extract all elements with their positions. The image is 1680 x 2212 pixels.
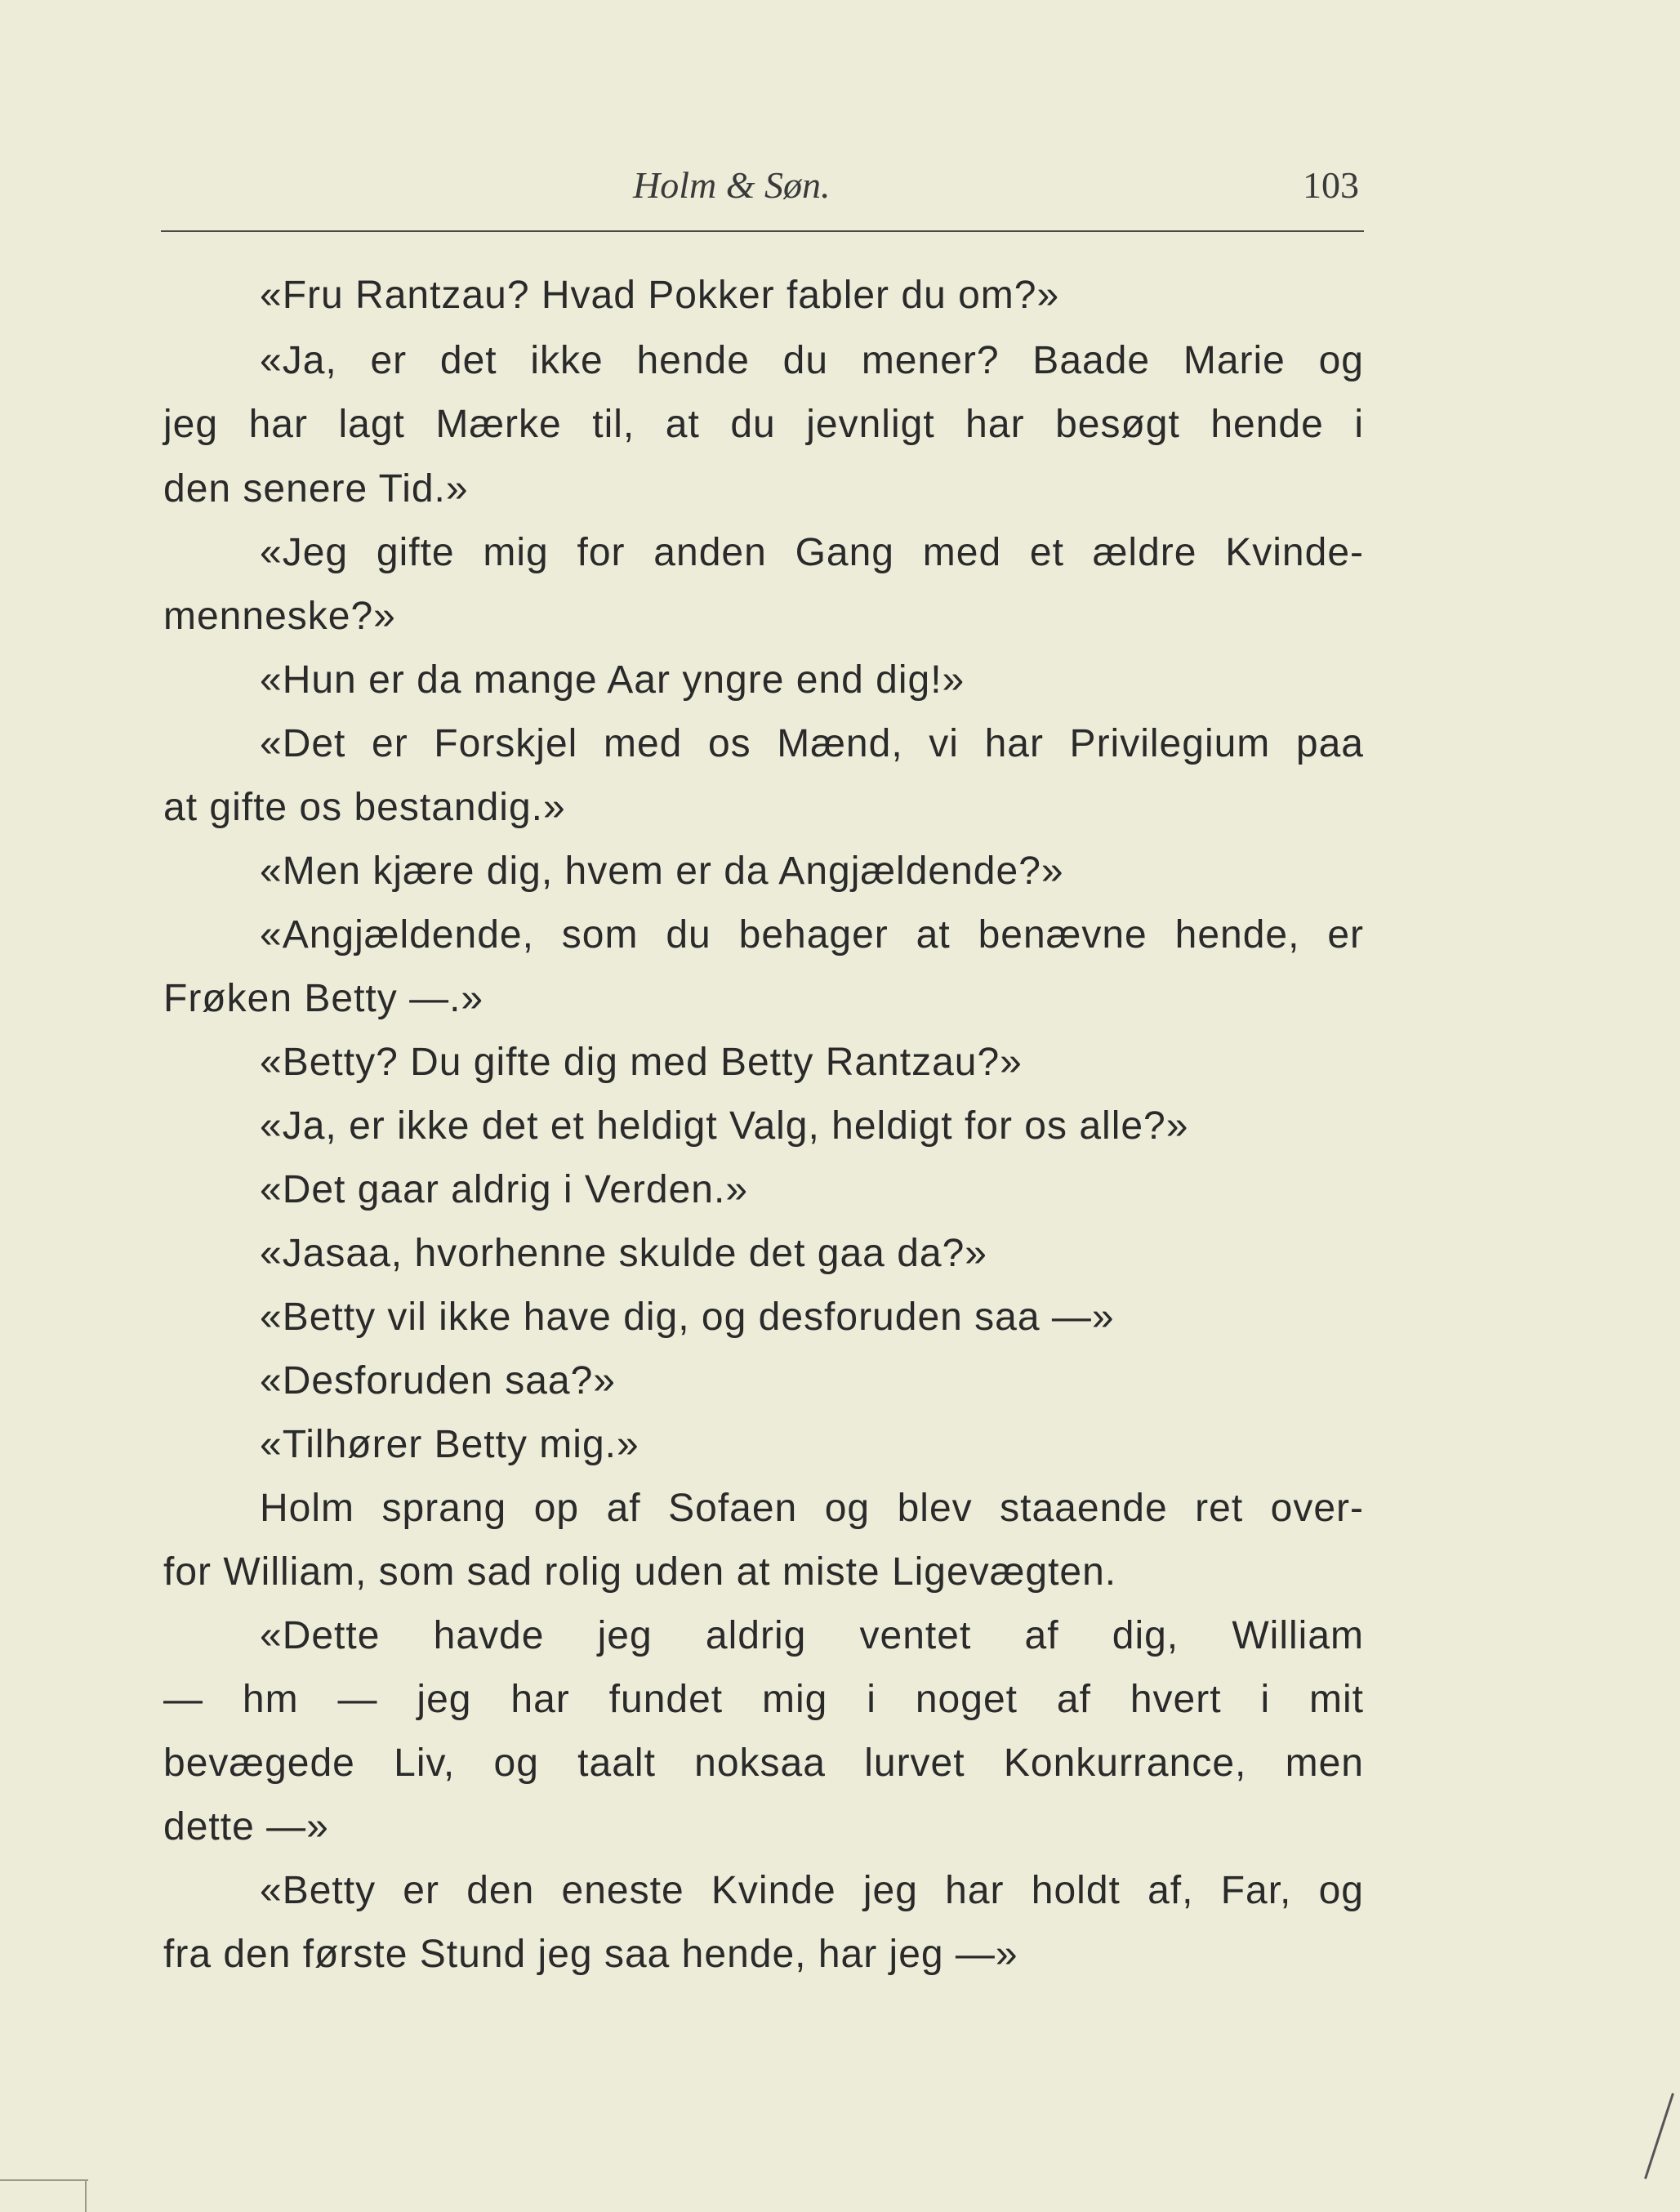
text-line: «Betty vil ikke have dig, og desforuden saa —» bbox=[260, 1296, 1115, 1339]
text-line: fra den første Stund jeg saa hende, har jeg —» bbox=[163, 1933, 1018, 1976]
text-line: Frøken Betty —.» bbox=[163, 977, 484, 1020]
text-line: «Angjældende, som du behager at benævne hende, er bbox=[260, 913, 1364, 957]
text-line: «Hun er da mange Aar yngre end dig!» bbox=[260, 658, 965, 702]
text-line: dette —» bbox=[163, 1805, 329, 1849]
header-rule bbox=[161, 230, 1364, 232]
text-line: «Det er Forskjel med os Mænd, vi har Privilegium paa bbox=[260, 722, 1364, 765]
text-line: «Betty? Du gifte dig med Betty Rantzau?» bbox=[260, 1041, 1023, 1084]
text-line: menneske?» bbox=[163, 595, 396, 638]
text-line: «Betty er den eneste Kvinde jeg har holdt af, Far, og bbox=[260, 1869, 1364, 1912]
text-line: jeg har lagt Mærke til, at du jevnligt har besøgt hende i bbox=[163, 403, 1364, 446]
text-line: for William, som sad rolig uden at miste Ligevægten. bbox=[163, 1550, 1117, 1594]
text-line: «Det gaar aldrig i Verden.» bbox=[260, 1168, 749, 1211]
text-line: «Men kjære dig, hvem er da Angjældende?» bbox=[260, 850, 1064, 893]
scan-edge-mark bbox=[1644, 2093, 1674, 2179]
text-line: den senere Tid.» bbox=[163, 467, 469, 511]
scan-corner-mark bbox=[0, 2179, 88, 2181]
text-line: at gifte os bestandig.» bbox=[163, 786, 566, 829]
text-line: Holm sprang op af Sofaen og blev staaende ret over- bbox=[260, 1487, 1364, 1530]
text-line: — hm — jeg har fundet mig i noget af hvert i mit bbox=[163, 1678, 1364, 1721]
page-number: 103 bbox=[1303, 164, 1359, 206]
text-line: «Dette havde jeg aldrig ventet af dig, William bbox=[260, 1614, 1364, 1657]
text-line: «Fru Rantzau? Hvad Pokker fabler du om?» bbox=[260, 274, 1060, 317]
running-header-title: Holm & Søn. bbox=[633, 164, 831, 206]
text-line: bevægede Liv, og taalt noksaa lurvet Konkurrance, men bbox=[163, 1742, 1364, 1785]
text-line: «Desforuden saa?» bbox=[260, 1359, 616, 1403]
text-line: «Tilhører Betty mig.» bbox=[260, 1423, 639, 1466]
text-line: «Ja, er det ikke hende du mener? Baade Marie og bbox=[260, 339, 1364, 382]
scan-corner-mark-vertical bbox=[85, 2179, 87, 2212]
text-line: «Jeg gifte mig for anden Gang med et ældre Kvinde- bbox=[260, 531, 1364, 574]
text-line: «Ja, er ikke det et heldigt Valg, heldigt for os alle?» bbox=[260, 1104, 1189, 1148]
text-line: «Jasaa, hvorhenne skulde det gaa da?» bbox=[260, 1232, 987, 1275]
